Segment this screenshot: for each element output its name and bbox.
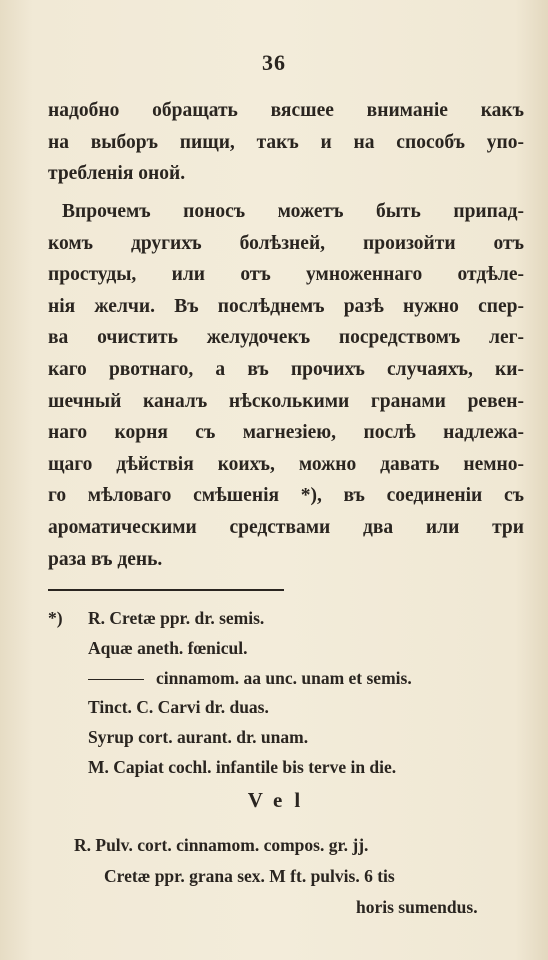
prescription-line: Cretæ ppr. grana sex. M ft. pulvis. 6 tis (104, 866, 395, 886)
text-line: наго корня съ магнезіею, послѣ надлежа- (48, 422, 524, 444)
text-line: го мѣловаго смѣшенія *), въ соединеніи съ (48, 485, 524, 507)
text-line: щаго дѣйствія коихъ, можно давать немно- (48, 453, 524, 475)
text-line: на выборъ пищи, такъ и на способъ упо- (48, 131, 524, 153)
text-line: раза въ день. (48, 548, 163, 570)
text-line: шечный каналъ нѣсколькими гранами ревен- (48, 390, 524, 412)
text-line: Впрочемъ поносъ можетъ быть припад- (62, 201, 524, 222)
footnote-line: Aquæ aneth. fœnicul. (88, 637, 248, 658)
footnote-text: cinnamom. aa unc. unam et semis. (156, 667, 412, 688)
text-line: простуды, или отъ умноженнаго отдѣле- (48, 264, 524, 286)
footnote-text: R. Cretæ ppr. dr. semis. (88, 608, 265, 628)
text-line: комъ другихъ болѣзней, произойти отъ (48, 232, 524, 254)
paragraph-continuation (48, 95, 524, 190)
prescription-line: R. Pulv. cort. cinnamom. compos. gr. jj. (74, 835, 369, 855)
footnote-marker: *) (48, 608, 63, 628)
paragraph-main (48, 196, 524, 575)
ditto-dash (88, 679, 144, 681)
alternative-prescription (74, 830, 544, 923)
text-line: ва очистить желудочекъ посредствомъ лег- (48, 327, 524, 349)
footnote (48, 604, 538, 783)
text-line: требленія оной. (48, 163, 186, 185)
alternative-heading: Vel (247, 788, 313, 812)
footnote-separator (48, 589, 284, 591)
prescription-line: horis sumendus. (356, 897, 478, 917)
page-number: 36 (262, 50, 286, 75)
footnote-line (48, 664, 538, 694)
footnote-line: M. Capiat cochl. infantile bis terve in die. (88, 756, 397, 777)
text-line: ароматическими средствами два или три (48, 516, 524, 538)
footnote-line: Tinct. C. Carvi dr. duas. (88, 697, 269, 718)
footnote-line (48, 604, 538, 634)
text-line: каго рвотнаго, а въ прочихъ случаяхъ, ки- (48, 358, 524, 380)
text-line: нія желчи. Въ послѣднемъ разѣ нужно спер- (48, 295, 524, 317)
text-line: надобно обращать вясшее вниманіе какъ (48, 100, 524, 121)
footnote-line: Syrup cort. aurant. dr. unam. (88, 727, 309, 748)
